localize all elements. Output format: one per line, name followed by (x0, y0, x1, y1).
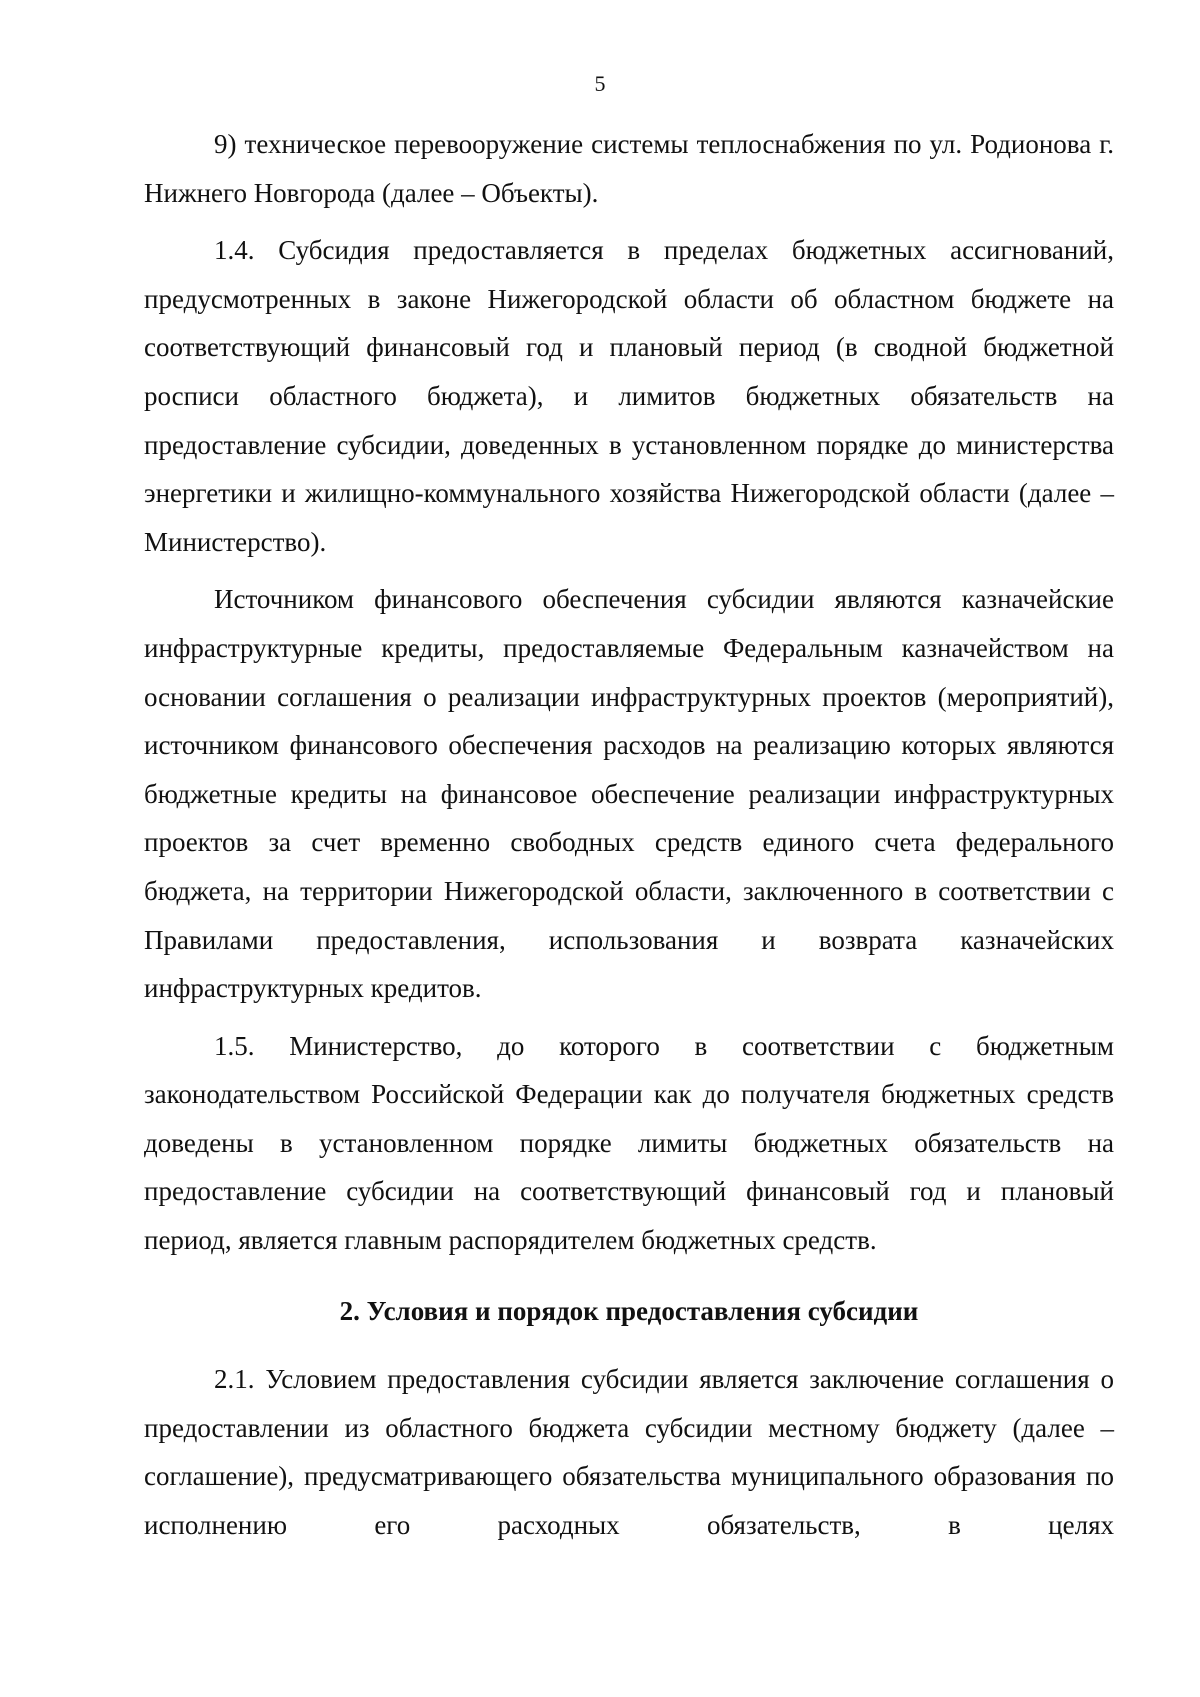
paragraph-1-4: 1.4. Субсидия предоставляется в пределах бюджетных ассигнований, предусмотренных в законе Нижегородской области об областном бюджете на соответствующий финансовый год и плановый период (в сводной бюджетной росписи областного бюджета), и лимитов бюджетных обязательств на предоставление субсидии, доведенных в установленном порядке до министерства энергетики и жилищно-коммунального хозяйства Нижегородской области (далее – Министерство). (144, 235, 1114, 557)
document-body (144, 120, 1114, 1550)
paragraph-1-5: 1.5. Министерство, до которого в соответствии с бюджетным законодательством Российской Федерации как до получателя бюджетных средств доведены в установленном порядке лимиты бюджетных обязательств на предоставление субсидии на соответствующий финансовый год и плановый период, является главным распорядителем бюджетных средств. (144, 1030, 1114, 1256)
paragraph-financing-source: Источником финансового обеспечения субсидии являются казначейские инфраструктурные кредиты, предоставляемые Федеральным казначейством на основании соглашения о реализации инфраструктурных проектов (мероприятий), источником финансового обеспечения расходов на реализацию которых являются бюджетные кредиты на финансовое обеспечение реализации инфраструктурных проектов за счет временно свободных средств единого счета федерального бюджета, на территории Нижегородской области, заключенного в соответствии с Правилами предоставления, использования и возврата казначейских инфраструктурных кредитов. (144, 584, 1114, 1004)
page-number: 5 (594, 71, 606, 96)
paragraph-2-1: 2.1. Условием предоставления субсидии является заключение соглашения о предоставлении из областного бюджета субсидии местному бюджету (далее – соглашение), предусматривающего обязательства муниципального образования по исполнению его расходных обязательств, в целях (144, 1364, 1114, 1541)
paragraph-item-9: 9) техническое перевооружение системы теплоснабжения по ул. Родионова г. Нижнего Новгорода (далее – Объекты). (144, 129, 1114, 208)
section-heading: 2. Условия и порядок предоставления субсидии (339, 1295, 919, 1326)
